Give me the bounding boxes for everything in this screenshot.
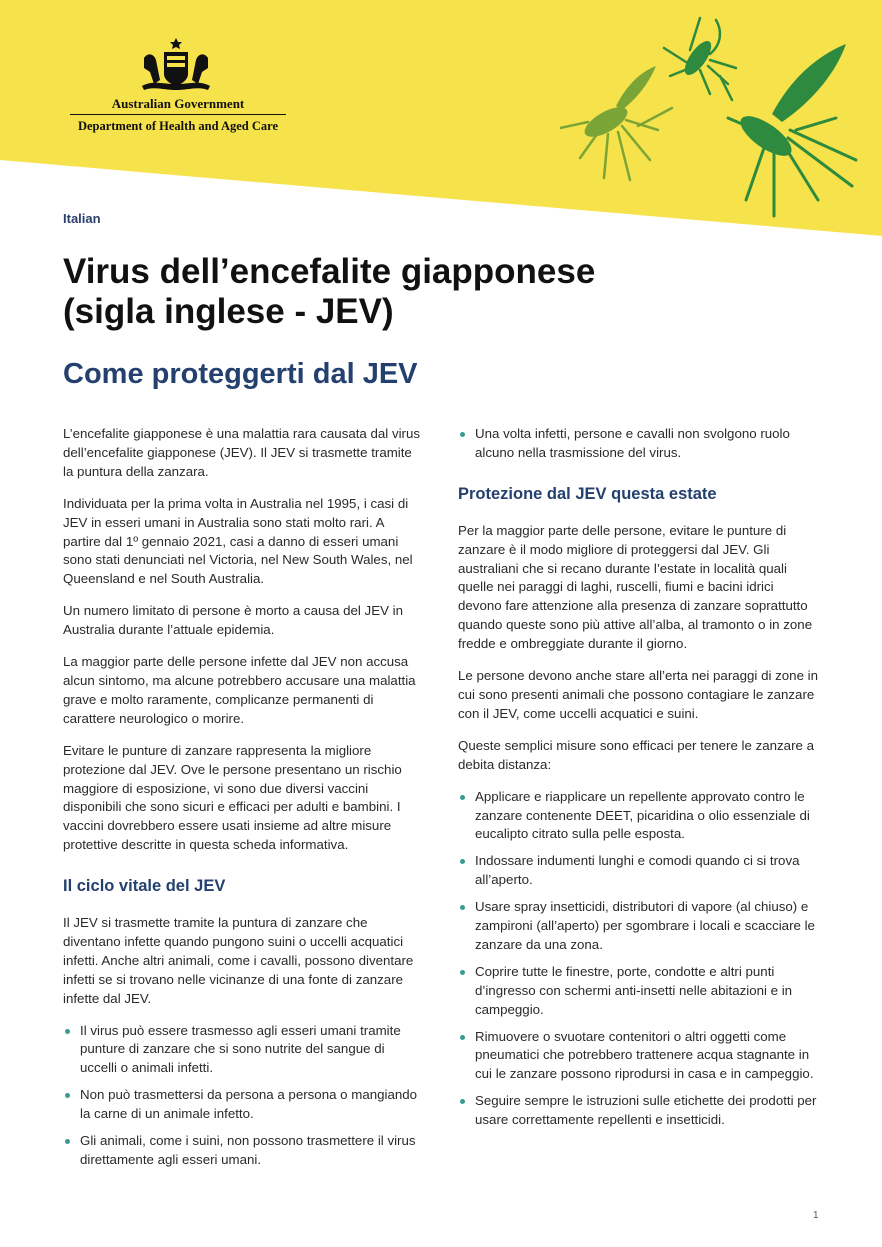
bullet-icon <box>65 1093 70 1098</box>
government-name: Australian Government <box>111 96 245 111</box>
list-item <box>63 1022 423 1079</box>
lifecycle-list-continued <box>458 425 818 463</box>
list-item-text: Usare spray insetticidi, distributori di vapore (al chiuso) e zampironi (all’aperto) per sgombrare i locali e scacciare le zanzare da una zona. <box>475 899 815 952</box>
list-item-text: Gli animali, come i suini, non possono trasmettere il virus direttamente agli esseri umani. <box>80 1133 416 1167</box>
list-item-text: Non può trasmettersi da persona a persona o mangiando la carne di un animale infetto. <box>80 1087 418 1122</box>
list-item <box>458 1028 818 1085</box>
page-subtitle: Come proteggerti dal JEV <box>63 358 418 390</box>
list-item-text: Seguire sempre le istruzioni sulle etichette dei prodotti per usare correttamente repellenti e insetticidi. <box>475 1093 817 1128</box>
mosquito-medium-icon <box>560 66 672 180</box>
title-line: Virus dell’encefalite giapponese <box>63 252 596 291</box>
mosquito-large-icon <box>728 44 856 216</box>
vaccine-paragraph: Evitare le punture di zanzare rappresenta la migliore protezione dal JEV. Ove le persone presentano un rischio maggiore di esposizione, vi sono due diversi vaccini disponibili che sono sicuri e efficaci per adulti e bambini. I vaccini dovrebbero essere usati insieme ad altre misure protettive descritte in questa scheda informativa. <box>63 742 402 853</box>
department-name: Department of Health and Aged Care <box>77 119 279 133</box>
protection-paragraph: Per la maggior parte delle persone, evitare le punture di zanzare è il modo migliore di proteggersi dal JEV. Gli australiani che si recano durante l’estate in località quali quelle nei paraggi di laghi, ruscelli, fiumi e bacini idrici devono fare attenzione alla presenza di zanzare soprattutto quando queste sono più attive all’alba, al tramonto o in zone fredde e ombreggiate durante il giorno. <box>458 522 813 652</box>
history-paragraph: Individuata per la prima volta in Australia nel 1995, i casi di JEV in esseri umani in Australia sono stati molto rari. A partire dal 1º gennaio 2021, casi a danno di esseri umani sono stati denunciati nel Victoria, nel New South Wales, nel Queensland e nel South Australia. <box>63 495 413 587</box>
list-item <box>458 788 818 845</box>
lifecycle-list <box>63 1022 423 1170</box>
list-item-text: Il virus può essere trasmesso agli esseri umani tramite punture di zanzare che si sono nutrite del sangue di uccelli o animali infetti. <box>80 1022 401 1076</box>
list-item-text: Applicare e riapplicare un repellente approvato contro le zanzare contenente DEET, picaridina o olio essenziale di eucalipto citrato sulla pelle esposta. <box>475 788 810 842</box>
mosquito-illustration <box>560 10 860 220</box>
right-column <box>458 425 818 1138</box>
measures-list <box>458 788 818 1131</box>
symptoms-paragraph: La maggior parte delle persone infette dal JEV non accusa alcun sintomo, ma alcune potrebbero accusare una malattia grave e molto raramente, complicanze permanenti di carattere neurologico o morire. <box>63 654 416 726</box>
list-item <box>458 898 818 955</box>
measures-intro: Queste semplici misure sono efficaci per tenere le zanzare a debita distanza: <box>458 737 814 772</box>
page-number: 1 <box>813 1210 819 1221</box>
bullet-icon <box>460 905 465 910</box>
protection-heading: Protezione dal JEV questa estate <box>458 484 717 503</box>
lifecycle-heading: Il ciclo vitale del JEV <box>63 877 226 896</box>
bullet-icon <box>460 432 465 437</box>
list-item <box>63 1132 423 1170</box>
bullet-icon <box>65 1029 70 1034</box>
bullet-icon <box>65 1139 70 1144</box>
intro-paragraph: L’encefalite giapponese è una malattia rara causata dal virus dell’encefalite giapponese (JEV). Il JEV si trasmette tramite la puntura della zanzara. <box>63 426 421 479</box>
left-column <box>63 425 423 1178</box>
list-item <box>63 1086 423 1124</box>
language-label: Italian <box>63 211 101 226</box>
title-line: (sigla inglese - JEV) <box>63 292 394 331</box>
deaths-paragraph: Un numero limitato di persone è morto a causa del JEV in Australia durante l’attuale epidemia. <box>63 603 403 638</box>
bullet-icon <box>460 970 465 975</box>
header-divider <box>70 114 286 115</box>
list-item-text: Una volta infetti, persone e cavalli non svolgono ruolo alcuno nella trasmissione del virus. <box>475 426 790 460</box>
page-title <box>63 252 823 332</box>
list-item <box>458 852 818 890</box>
bullet-icon <box>460 859 465 864</box>
list-item <box>458 1092 818 1130</box>
alert-paragraph: Le persone devono anche stare all’erta nei paraggi di zone in cui sono presenti animali che possono contagiare le zanzare con il JEV, come uccelli acquatici e suini. <box>458 668 819 721</box>
list-item-text: Rimuovere o svuotare contenitori o altri oggetti come pneumatici che potrebbero trattenere acqua stagnante in cui le zanzare possono riprodursi in casa e in campeggio. <box>475 1028 814 1082</box>
coat-of-arms-logo <box>136 36 216 94</box>
list-item-text: Coprire tutte le finestre, porte, condotte e altri punti d’ingresso con schermi anti-insetti nelle abitazioni e in campeggio. <box>475 963 793 1017</box>
bullet-icon <box>460 1099 465 1104</box>
list-item <box>458 425 818 463</box>
bullet-icon <box>460 795 465 800</box>
lifecycle-paragraph: Il JEV si trasmette tramite la puntura di zanzare che diventano infette quando pungono suini o uccelli acquatici infetti. Anche altri animali, come i cavalli, possono diventare infetti se si trovano nelle vicinanze di una fonte di zanzare infette dal JEV. <box>63 915 414 1006</box>
mosquito-small-icon <box>664 18 736 100</box>
list-item-text: Indossare indumenti lunghi e comodi quando ci si trova all’aperto. <box>475 853 800 888</box>
bullet-icon <box>460 1035 465 1040</box>
list-item <box>458 963 818 1020</box>
